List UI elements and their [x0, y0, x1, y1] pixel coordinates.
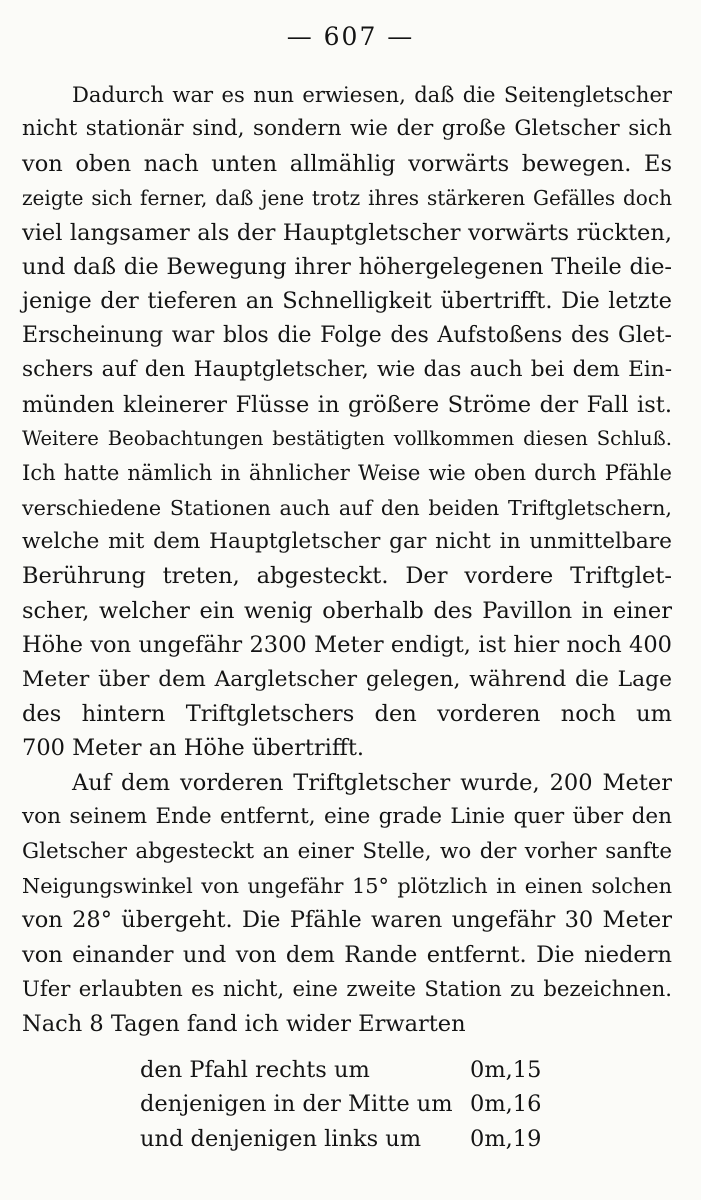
- text-line: 700 Meter an Höhe übertrifft.: [22, 735, 365, 762]
- page-number: — 607 —: [286, 22, 415, 51]
- text-line: Berührung treten, abgesteckt. Der vordere Triftglet-: [22, 563, 672, 590]
- text-line: viel langsamer als der Hauptgletscher vorwärts rückten,: [22, 219, 672, 246]
- text-line: nicht stationär sind, sondern wie der große Gletscher sich: [22, 116, 672, 142]
- text-line: von seinem Ende entfernt, eine grade Linie quer über den: [22, 804, 672, 830]
- text-line: und daß die Bewegung ihrer höhergelegenen Theile die-: [22, 253, 672, 280]
- text-line: schers auf den Hauptgletscher, wie das auch bei dem Ein-: [22, 357, 672, 383]
- measurement-list: [140, 1053, 560, 1156]
- measurement-value: 0m,16: [470, 1091, 542, 1118]
- measurement-row: [140, 1122, 560, 1156]
- text-line: verschiedene Stationen auch auf den beiden Triftgletschern,: [22, 495, 672, 520]
- text-line: welche mit dem Hauptgletscher gar nicht in unmittelbare: [22, 529, 672, 555]
- text-line: scher, welcher ein wenig oberhalb des Pavillon in einer: [22, 597, 672, 624]
- text-line: Nach 8 Tagen fand ich wider Erwarten: [22, 1010, 466, 1037]
- text-line: von oben nach unten allmählig vorwärts bewegen. Es: [22, 150, 672, 177]
- text-line: des hintern Triftgletschers den vorderen noch um: [22, 701, 672, 728]
- measurement-label: denjenigen in der Mitte um: [140, 1091, 453, 1118]
- body-text: [22, 78, 672, 1041]
- text-line: Erscheinung war blos die Folge des Aufstoßens des Glet-: [22, 322, 672, 348]
- text-line: jenige der tieferen an Schnelligkeit übertrifft. Die letzte: [22, 288, 672, 315]
- text-line: Höhe von ungefähr 2300 Meter endigt, ist hier noch 400: [22, 632, 672, 659]
- measurement-value: 0m,19: [470, 1125, 542, 1152]
- text-line: Dadurch war es nun erwiesen, daß die Seitengletscher: [72, 82, 672, 107]
- text-line: münden kleinerer Flüsse in größere Ströme der Fall ist.: [22, 391, 672, 418]
- measurement-value: 0m,15: [470, 1057, 542, 1083]
- text-line: von 28° übergeht. Die Pfähle waren ungefähr 30 Meter: [22, 907, 672, 934]
- text-line: Ich hatte nämlich in ähnlicher Weise wie oben durch Pfähle: [22, 460, 672, 486]
- text-line: Ufer erlaubten es nicht, eine zweite Station zu bezeichnen.: [22, 976, 672, 1002]
- measurement-row: [140, 1087, 560, 1121]
- measurement-label: und denjenigen links um: [140, 1125, 422, 1152]
- text-line: von einander und von dem Rande entfernt. Die niedern: [22, 941, 672, 968]
- text-line: Meter über dem Aargletscher gelegen, während die Lage: [22, 666, 672, 692]
- measurement-label: den Pfahl rechts um: [140, 1057, 370, 1083]
- text-line: Weitere Beobachtungen bestätigten vollkommen diesen Schluß.: [22, 426, 672, 450]
- measurement-row: [140, 1053, 560, 1087]
- text-line: Neigungswinkel von ungefähr 15° plötzlich in einen solchen: [22, 873, 672, 898]
- text-line: Gletscher abgesteckt an einer Stelle, wo der vorher sanfte: [22, 838, 672, 864]
- text-line: Auf dem vorderen Triftgletscher wurde, 200 Meter: [72, 769, 672, 796]
- text-line: zeigte sich ferner, daß jene trotz ihres stärkeren Gefälles doch: [22, 186, 672, 211]
